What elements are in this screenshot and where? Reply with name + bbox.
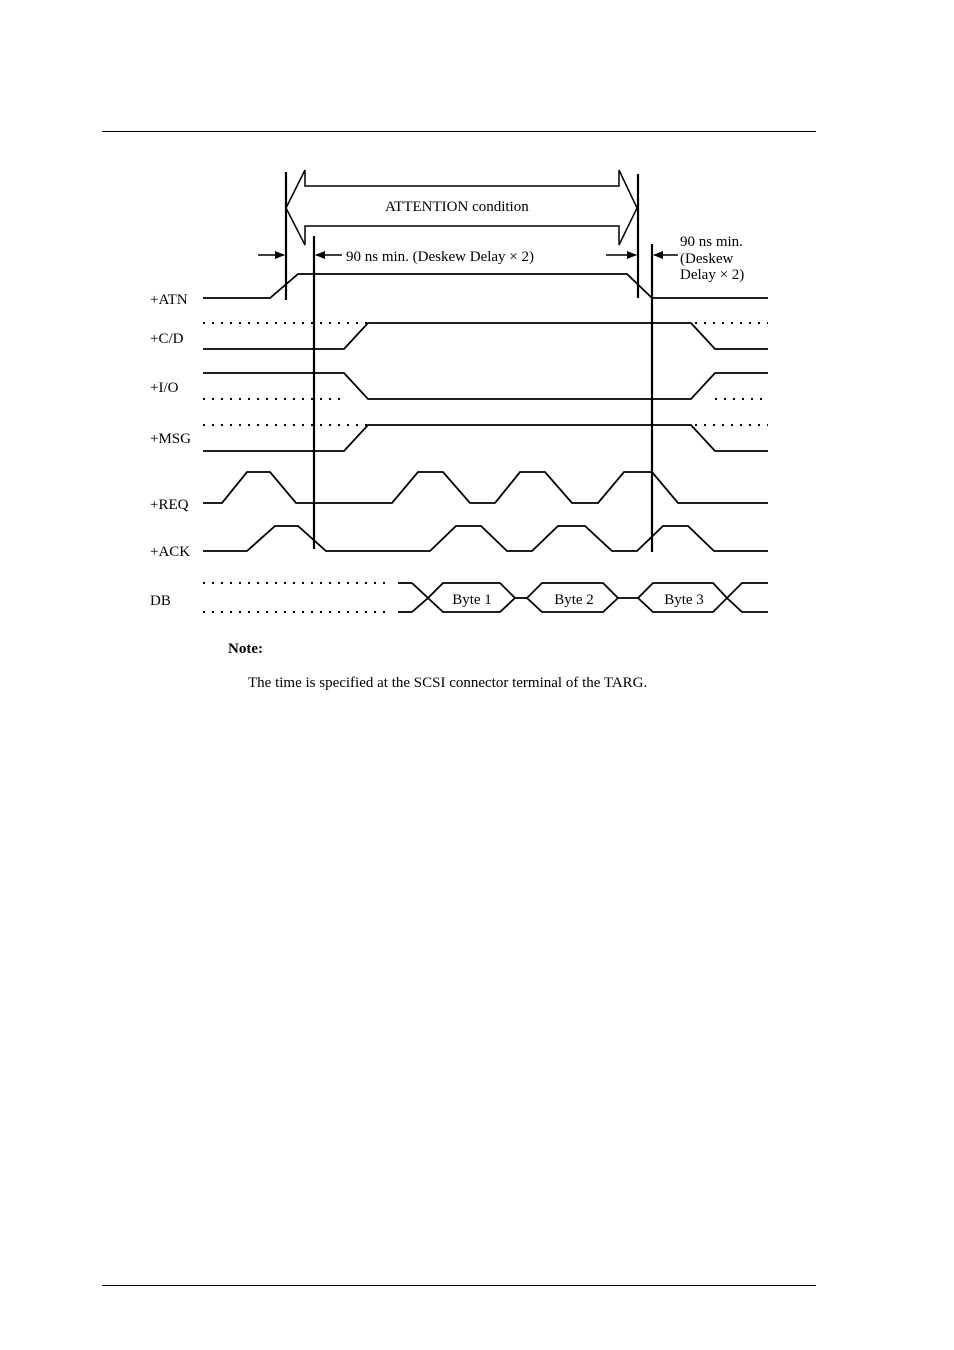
byte-1-label: Byte 1 [452,592,492,608]
signal-label-msg: +MSG [150,431,191,447]
signal-label-req: +REQ [150,497,189,513]
timing-markers [286,172,652,552]
signal-label-io: +I/O [150,380,179,396]
note-title: Note: [228,641,263,657]
note-text: The time is specified at the SCSI connector terminal of the TARG. [248,675,648,691]
waveform-cd [203,323,768,349]
byte-3-label: Byte 3 [664,592,704,608]
waveform-msg [203,425,768,451]
bottom-rule [102,1285,816,1286]
deskew-right-label-1: 90 ns min. [680,234,743,250]
waveform-ack [203,526,768,551]
signal-label-atn: +ATN [150,292,188,308]
signal-label-db: DB [150,593,171,609]
deskew-right-label-3: Delay × 2) [680,267,745,283]
attention-label: ATTENTION condition [385,199,529,215]
signal-label-ack: +ACK [150,544,191,560]
waveform-io [203,373,768,399]
waveform-req [203,472,768,503]
deskew-left-label: 90 ns min. (Deskew Delay × 2) [346,249,535,265]
signal-label-cd: +C/D [150,331,184,347]
byte-2-label: Byte 2 [554,592,594,608]
deskew-right-label-2: (Deskew [680,251,734,267]
